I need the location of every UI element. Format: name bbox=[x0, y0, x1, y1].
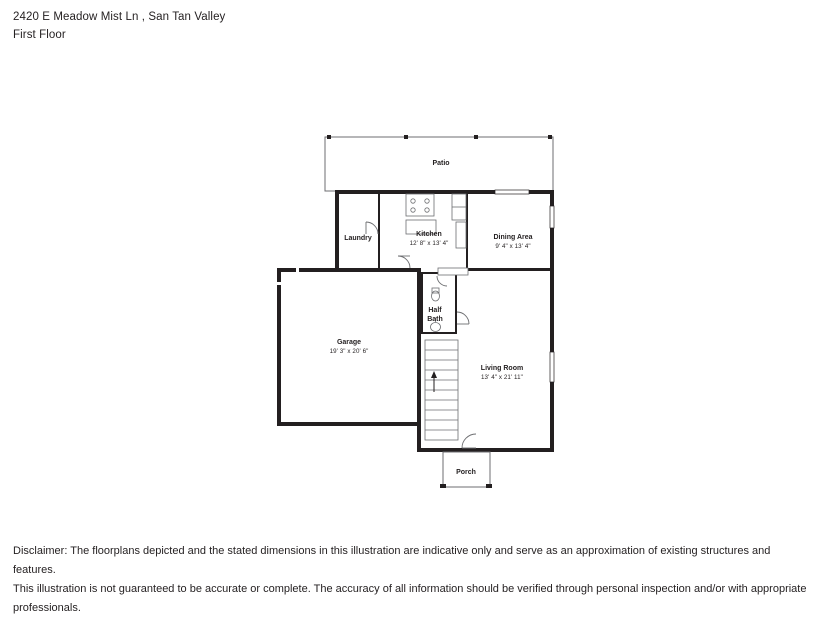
floor-label: First Floor bbox=[13, 29, 66, 41]
disclaimer-text bbox=[13, 542, 813, 618]
room-label-half-bath: Half Bath bbox=[427, 307, 443, 323]
room-label-living-room: Living Room 13' 4" x 21' 11" bbox=[480, 365, 524, 381]
windows bbox=[495, 190, 554, 382]
staircase bbox=[425, 340, 458, 440]
disclaimer-line-2: This illustration is not guaranteed to be accurate or complete. The accuracy of all information should be verified through personal inspection and/or with appropriate professionals. bbox=[13, 583, 807, 614]
room-label-garage: Garage 19' 3" x 20' 6" bbox=[329, 339, 369, 355]
room-label-dining-area: Dining Area 9' 4" x 13' 4" bbox=[493, 234, 533, 250]
room-label-patio: Patio bbox=[432, 160, 450, 167]
disclaimer-line-1: Disclaimer: The floorplans depicted and the stated dimensions in this illustration are indicative only and serve as an approximation of existing structures and features. bbox=[13, 545, 771, 576]
room-label-laundry: Laundry bbox=[344, 235, 372, 242]
room-label-kitchen: Kitchen 12' 8" x 13' 4" bbox=[409, 231, 449, 247]
room-label-porch: Porch bbox=[456, 469, 476, 476]
property-address: 2420 E Meadow Mist Ln , San Tan Valley bbox=[13, 11, 226, 23]
